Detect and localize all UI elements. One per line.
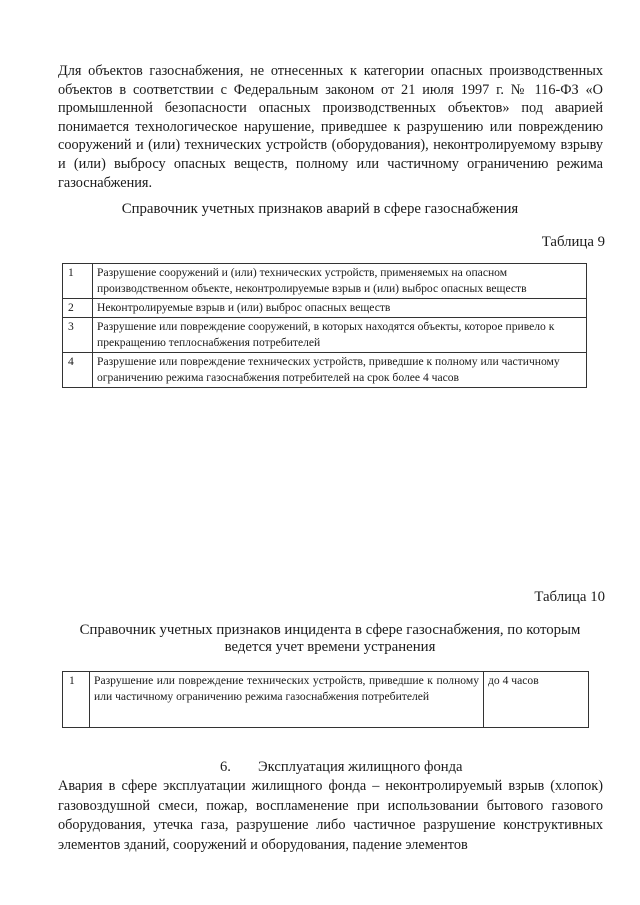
intro-line: производственных объектов» под аварией понимается технологическое нарушение, [58,100,603,135]
row-text: Разрушение сооружений и (или) технических устройств, применяемых на опасном производственном объекте, неконтролируемые взрыв и (или) выброс опасных веществ [93,264,587,299]
intro-line: производственных объектов в соответствии с Федеральным законом [58,63,603,98]
table-row [63,318,587,353]
intro-line: устройств (оборудования), неконтролируемому взрыву и (или) выбросу опасных [58,137,604,172]
table9 [62,263,587,388]
section-line: конструктивных элементов зданий, сооружений и оборудования, падение элементов [58,817,603,853]
row-text: Неконтролируемые взрыв и (или) выброс опасных веществ [93,299,587,318]
table-row [63,672,589,728]
table-row [63,264,587,299]
section-paragraph [58,777,603,855]
table-row [63,353,587,388]
row-number: 1 [63,672,90,728]
intro-line: приведшее к разрушению или повреждению сооружений и (или) технических [58,118,603,154]
table9-heading: Справочник учетных признаков аварий в сфере газоснабжения [121,201,519,217]
intro-line: от 21 июля 1997 г. № 116-ФЗ «О промышленной безопасности опасных [58,81,603,117]
table-row [63,299,587,318]
section-line: Авария в сфере эксплуатации жилищного фонда – неконтролируемый взрыв [58,778,545,794]
table10-label: Таблица 10 [534,589,605,605]
table10 [62,671,589,728]
row-number: 3 [63,318,93,353]
section-line: газового оборудования, утечка газа, разрушение либо частичное разрушение [58,797,603,833]
section-heading [220,759,463,776]
table10-heading [60,622,600,656]
row-number: 2 [63,299,93,318]
section-title: Эксплуатация жилищного фонда [258,759,463,775]
table10-heading-line: ведется учет времени устранения [224,639,436,655]
intro-line: Для объектов газоснабжения, не отнесенных к категории опасных [58,63,483,79]
row-text: Разрушение или повреждение технических устройств, приведшие к полному или частичному ограничению режима газоснабжения потребителей [90,672,484,728]
intro-line: веществ, полному или частичному ограничению режима газоснабжения. [58,155,603,191]
row-text: Разрушение или повреждение технических устройств, приведшие к полному или частичному ограничению режима газоснабжения потребителей на срок более 4 часов [93,353,587,388]
intro-paragraph [58,62,603,192]
row-text: Разрушение или повреждение сооружений, в которых находятся объекты, которое привело к прекращению теплоснабжения потребителей [93,318,587,353]
table9-label: Таблица 9 [541,234,605,250]
row-number: 4 [63,353,93,388]
row-number: 1 [63,264,93,299]
section-number: 6. [220,759,231,775]
table10-heading-line: Справочник учетных признаков инцидента в сфере газоснабжения, по которым [79,622,581,638]
section-line: (хлопок) газовоздушной смеси, пожар, воспламенение при использовании бытового [58,778,603,814]
row-value: до 4 часов [484,672,589,728]
